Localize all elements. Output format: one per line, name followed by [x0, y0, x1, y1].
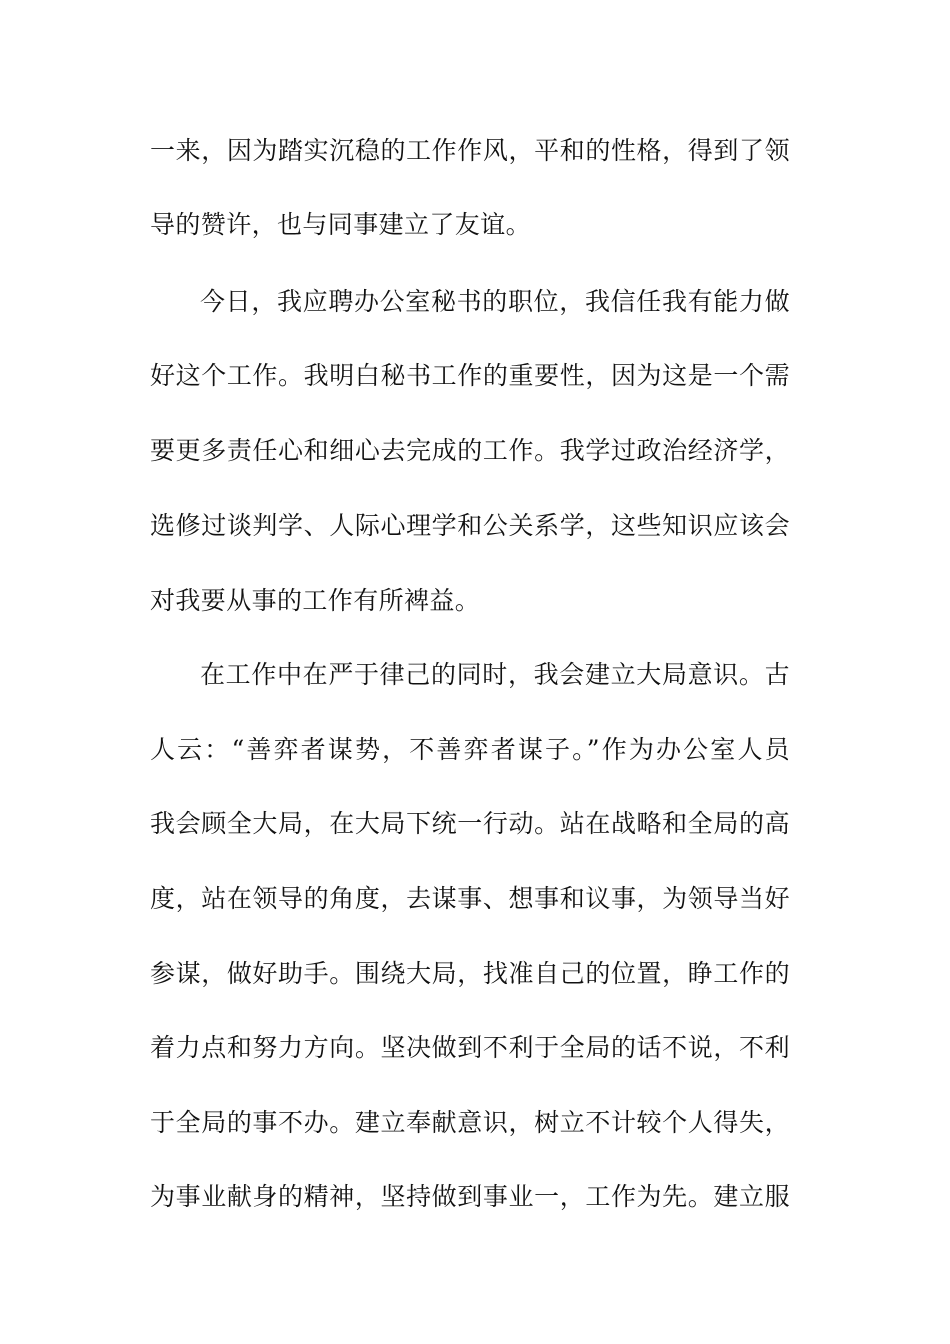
text-line: 着力点和努力方向。坚决做到不利于全局的话不说，不利 [150, 1033, 790, 1062]
text-line: 今日，我应聘办公室秘书的职位，我信任我有能力做 [200, 287, 790, 316]
text-line: 在工作中在严于律己的同时，我会建立大局意识。古 [200, 660, 790, 689]
text-line: 一来，因为踏实沉稳的工作作风，平和的性格，得到了领 [150, 136, 790, 165]
text-line: 于全局的事不办。建立奉献意识，树立不计较个人得失， [150, 1108, 790, 1137]
text-line: 要更多责任心和细心去完成的工作。我学过政治经济学， [150, 436, 790, 465]
text-line: 度，站在领导的角度，去谋事、想事和议事，为领导当好 [150, 884, 790, 913]
text-line: 为事业献身的精神，坚持做到事业一，工作为先。建立服 [150, 1182, 790, 1211]
text-line: 对我要从事的工作有所裨益。 [150, 586, 481, 615]
text-line: 选修过谈判学、人际心理学和公关系学，这些知识应该会 [150, 511, 790, 540]
text-line: 我会顾全大局，在大局下统一行动。站在战略和全局的高 [150, 809, 790, 838]
text-line: 参谋，做好助手。围绕大局，找准自己的位置，睁工作的 [150, 959, 790, 988]
text-line: 导的赞许，也与同事建立了友谊。 [150, 210, 532, 239]
text-line: 好这个工作。我明白秘书工作的重要性，因为这是一个需 [150, 361, 790, 390]
text-line: 人云：“善弈者谋势，不善弈者谋子。”作为办公室人员 [150, 735, 790, 764]
